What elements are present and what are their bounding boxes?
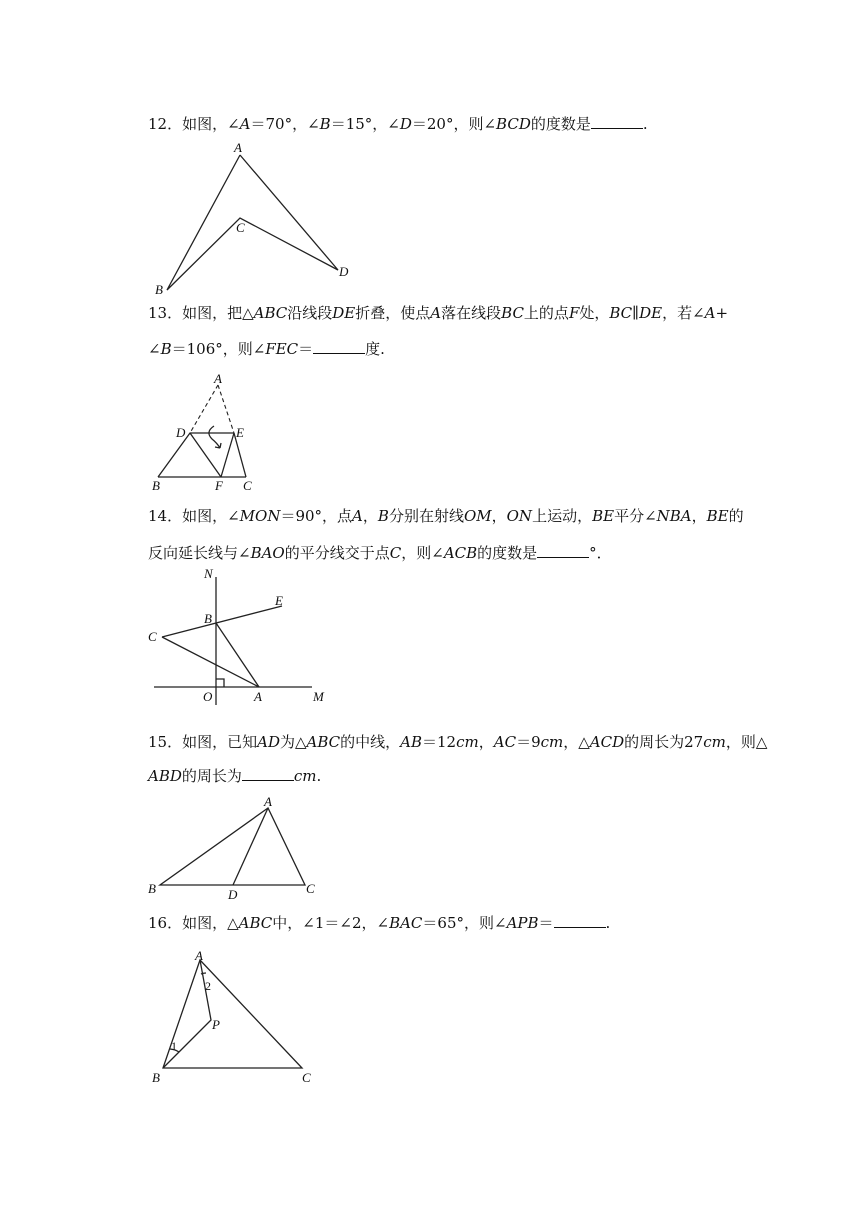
label-d: D (176, 425, 186, 440)
label-o: O (203, 689, 213, 704)
label-n: N (204, 566, 213, 581)
label-c: C (243, 478, 252, 493)
angle-2-arc (201, 973, 206, 974)
label-b: B (148, 881, 156, 896)
label-d: D (339, 264, 349, 279)
label-c: C (306, 881, 315, 896)
label-b: B (152, 478, 160, 493)
triangle-abc (160, 808, 305, 885)
question-15-line-1: 15．如图，已知AD为△ABC的中线，AB＝12cm，AC＝9cm，△ACD的周长为27cm，则△ (148, 733, 768, 751)
label-b: B (204, 611, 212, 626)
question-14-line-2: 反向延长线与∠BAO的平分线交于点C，则∠ACB的度数是 °． (148, 544, 612, 562)
label-c: C (148, 629, 157, 644)
figure-16 (152, 948, 311, 1085)
label-p: P (212, 1017, 220, 1032)
triangle-abc (163, 960, 302, 1068)
label-a: A (254, 689, 262, 704)
label-d: D (228, 887, 238, 902)
label-a: A (264, 794, 272, 809)
question-16: 16．如图，△ABC中，∠1＝∠2，∠BAC＝65°，则∠APB＝ . (148, 914, 611, 932)
question-number: 12． (148, 115, 183, 133)
line-ef (221, 433, 234, 477)
label-f: F (215, 478, 223, 493)
label-m: M (313, 689, 324, 704)
dashed-ae (218, 385, 234, 433)
label-b: B (152, 1070, 160, 1085)
fold-arrow-icon (209, 426, 221, 448)
quadrilateral-abcd (167, 155, 338, 290)
figure-15 (148, 794, 315, 902)
question-12: 12．如图，∠A＝70°，∠B＝15°，∠D＝20°，则∠BCD的度数是 . (148, 115, 648, 133)
label-angle-2: 2 (205, 979, 211, 993)
label-b: B (155, 282, 163, 297)
line-df (190, 433, 221, 477)
median-ad (233, 808, 268, 885)
question-15-line-2: ABD的周长为 cm. (148, 767, 322, 785)
question-number: 15． (148, 733, 183, 751)
question-13-line-1: 13．如图，把△ABC沿线段DE折叠，使点A落在线段BC上的点F处，BC∥DE，若∠A+ (148, 304, 729, 322)
label-c: C (302, 1070, 311, 1085)
question-number: 16． (148, 914, 183, 932)
question-number: 13． (148, 304, 183, 322)
figure-13 (152, 371, 252, 493)
line-ca (162, 637, 259, 687)
label-e: E (236, 425, 244, 440)
label-a: A (214, 371, 222, 386)
label-a: A (195, 948, 203, 963)
question-14-line-1: 14．如图，∠MON＝90°，点A，B分别在射线OM，ON上运动，BE平分∠NBA，BE的 (148, 507, 744, 525)
right-angle-mark (216, 679, 224, 687)
line-ba (216, 623, 259, 687)
figure-12 (155, 140, 349, 297)
label-e: E (275, 593, 283, 608)
label-a: A (234, 140, 242, 155)
figure-14 (148, 566, 325, 705)
question-number: 14． (148, 507, 183, 525)
label-angle-1: 1 (171, 1039, 177, 1053)
label-c: C (236, 220, 245, 235)
question-13-line-2: ∠B＝106°，则∠FEC＝ 度. (148, 340, 385, 358)
